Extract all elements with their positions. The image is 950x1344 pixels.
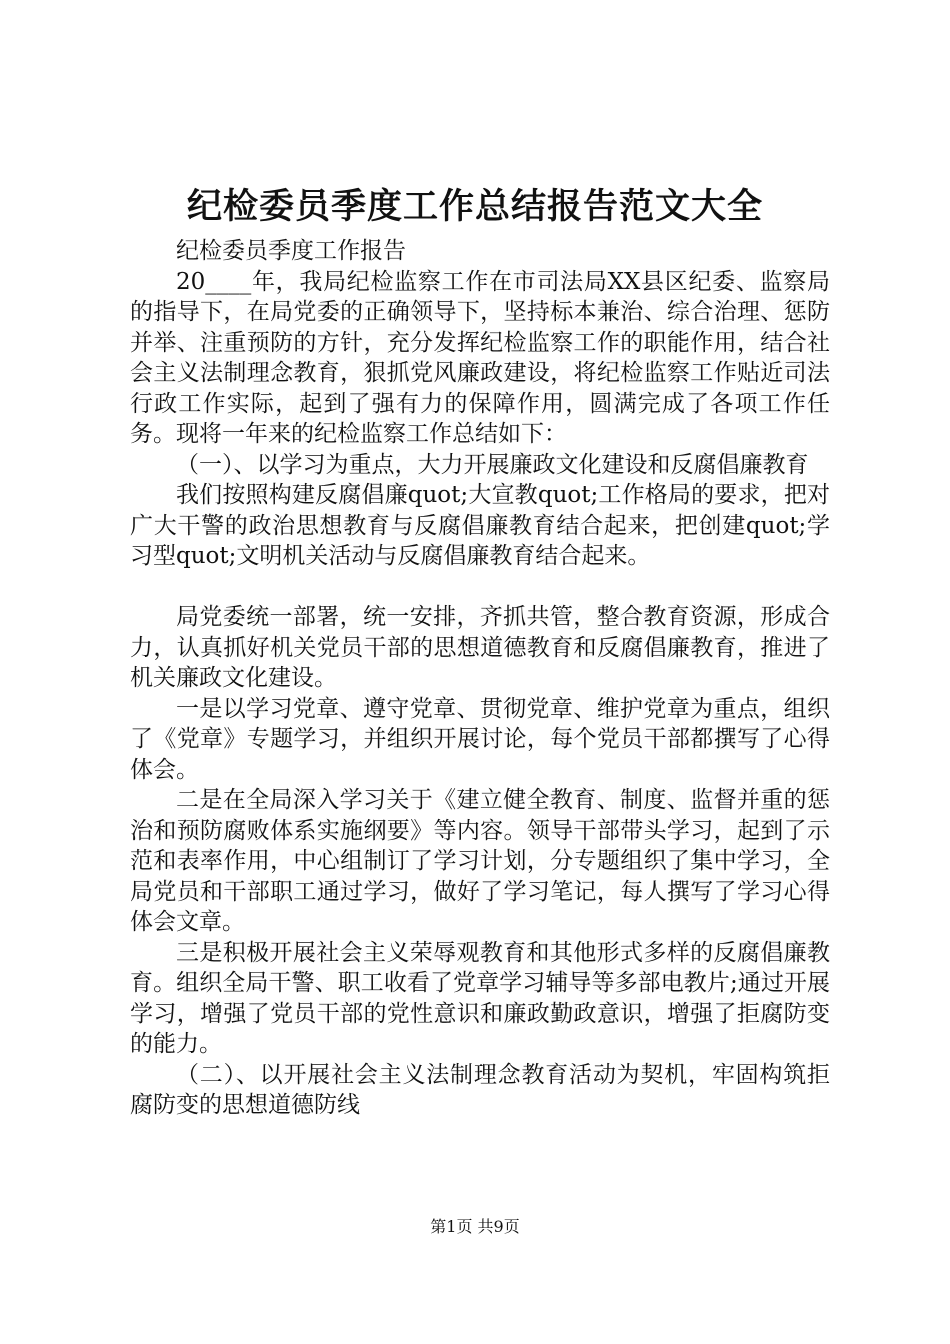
page-number-footer: 第1页 共9页 [430, 1217, 520, 1236]
paragraph-point-one: 一是以学习党章、遵守党章、贯彻党章、维护党章为重点，组织了《党章》专题学习，并组织开展讨论，每个党员干部都撰写了心得体会。 [130, 695, 830, 783]
section-heading-1: （一）、以学习为重点，大力开展廉政文化建设和反腐倡廉教育 [176, 451, 809, 478]
document-title: 纪检委员季度工作总结报告范文大全 [186, 186, 763, 227]
paragraph-party-committee: 局党委统一部署，统一安排，齐抓共管，整合教育资源，形成合力，认真抓好机关党员干部的思想道德教育和反腐倡廉教育，推进了机关廉政文化建设。 [130, 604, 830, 691]
paragraph-point-three: 三是积极开展社会主义荣辱观教育和其他形式多样的反腐倡廉教育。组织全局干警、职工收看了党章学习辅导等多部电教片;通过开展学习，增强了党员干部的党性意识和廉政勤政意识，增强了拒腐防变的能力。 [130, 939, 830, 1057]
document-body [130, 236, 830, 1121]
paragraph-propaganda: 我们按照构建反腐倡廉quot;大宣教quot;工作格局的要求，把对广大干警的政治思想教育与反腐倡廉教育结合起来，把创建quot;学习型quot;文明机关活动与反腐倡廉教育结合起来。 [130, 482, 830, 569]
paragraph-subtitle: 纪检委员季度工作报告 [176, 238, 406, 264]
section-heading-2: （二）、以开展社会主义法制理念教育活动为契机，牢固构筑拒腐防变的思想道德防线 [130, 1061, 830, 1118]
paragraph-point-two: 二是在全局深入学习关于《建立健全教育、制度、监督并重的惩治和预防腐败体系实施纲要》等内容。领导干部带头学习，起到了示范和表率作用，中心组制订了学习计划，分专题组织了集中学习，全局党员和干部职工通过学习，做好了学习笔记，每人撰写了学习心得体会文章。 [130, 787, 830, 935]
paragraph-intro: 20____年，我局纪检监察工作在市司法局XX县区纪委、监察局的指导下，在局党委的正确领导下，坚持标本兼治、综合治理、惩防并举、注重预防的方针，充分发挥纪检监察工作的职能作用，结合社会主义法制理念教育，狠抓党风廉政建设，将纪检监察工作贴近司法行政工作实际，起到了强有力的保障作用，圆满完成了各项工作任务。现将一年来的纪检监察工作总结如下： [130, 268, 830, 447]
